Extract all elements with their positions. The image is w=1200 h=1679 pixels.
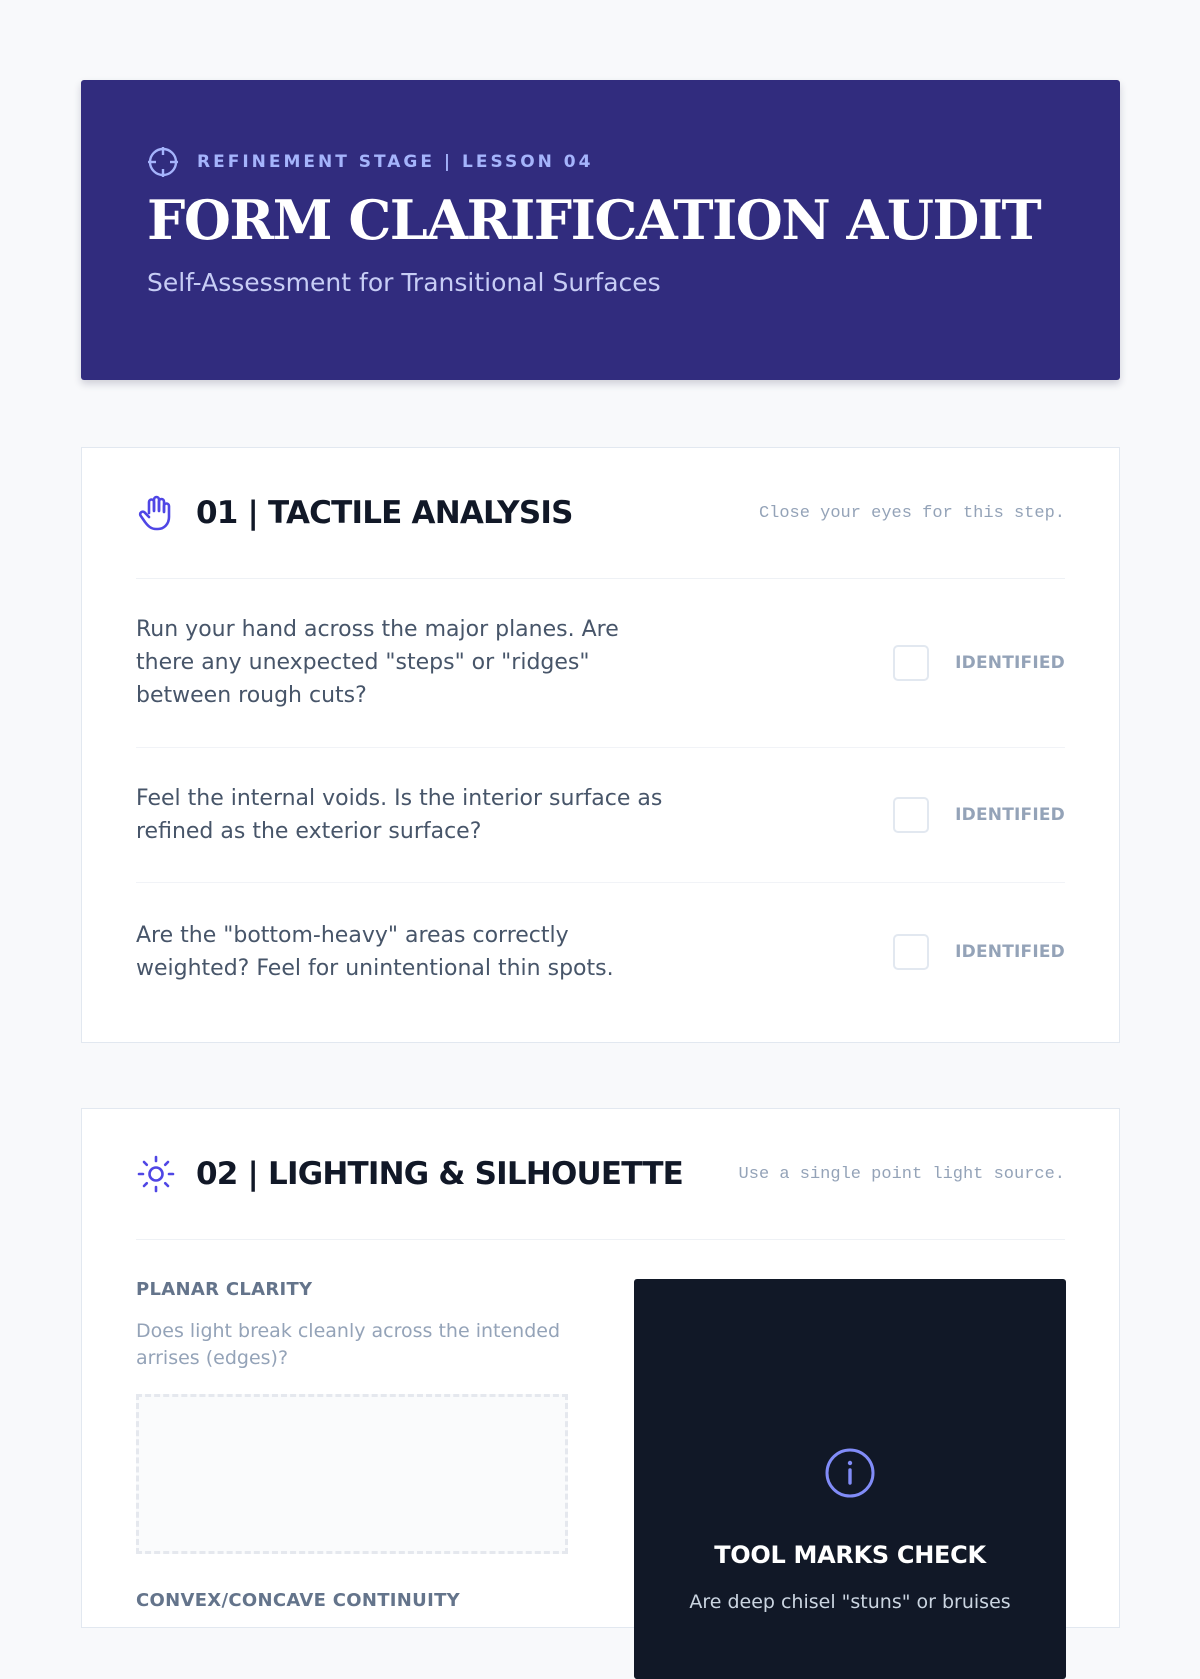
info-icon [824,1447,876,1499]
section-header [136,1109,1065,1240]
tool-marks-panel [634,1279,1066,1679]
list-item [136,578,1065,748]
identified-checkbox[interactable] [893,934,929,970]
hand-icon [136,493,176,533]
lighting-silhouette-section [81,1108,1120,1628]
section-note: Close your eyes for this step. [758,503,1065,523]
lesson-eyebrow [147,146,1054,178]
planar-clarity-block [136,1279,568,1611]
sun-icon [136,1154,176,1194]
page-title: FORM CLARIFICATION AUDIT [147,188,1041,252]
crosshair-icon [147,146,179,178]
page-subtitle: Self-Assessment for Transitional Surfaces [147,268,661,297]
planar-clarity-heading: PLANAR CLARITY [136,1279,313,1300]
identified-toggle[interactable] [893,797,1065,833]
tactile-analysis-section [81,447,1120,1043]
identified-toggle[interactable] [893,934,1065,970]
lesson-header [81,80,1120,380]
section-note: Use a single point light source. [738,1164,1065,1184]
checklist [136,578,1065,1021]
section-title: 02 | LIGHTING & SILHOUETTE [196,1156,684,1192]
checklist-question: Feel the internal voids. Is the interior surface as refined as the exterior surface? [136,786,663,844]
section-title: 01 | TACTILE ANALYSIS [196,495,573,531]
notes-dropzone[interactable] [136,1394,568,1554]
tool-marks-description: Are deep chisel "stuns" or bruises [689,1591,1011,1613]
identified-label: IDENTIFIED [955,805,1065,825]
list-item [136,748,1065,883]
tool-marks-title: TOOL MARKS CHECK [714,1541,986,1569]
identified-checkbox[interactable] [893,797,929,833]
identified-toggle[interactable] [893,645,1065,681]
continuity-heading: CONVEX/CONCAVE CONTINUITY [136,1590,460,1611]
identified-checkbox[interactable] [893,645,929,681]
list-item [136,883,1065,1021]
planar-clarity-description: Does light break cleanly across the intended arrises (edges)? [136,1320,561,1369]
checklist-question: Run your hand across the major planes. Are there any unexpected "steps" or "ridges" between rough cuts? [136,617,619,708]
identified-label: IDENTIFIED [955,942,1065,962]
lesson-eyebrow-text: REFINEMENT STAGE | LESSON 04 [197,152,594,172]
checklist-question: Are the "bottom-heavy" areas correctly weighted? Feel for unintentional thin spots. [136,923,614,981]
identified-label: IDENTIFIED [955,652,1065,673]
section-header [136,448,1065,579]
